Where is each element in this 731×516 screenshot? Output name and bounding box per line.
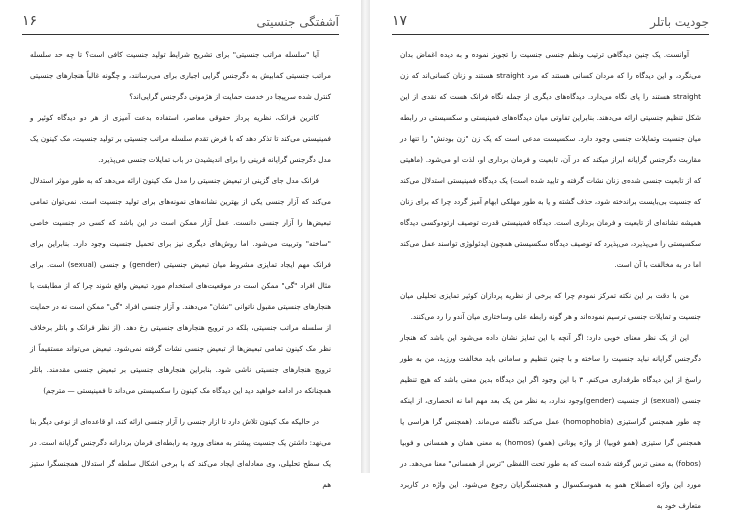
paragraph: این از یک نظر معنای خوبی دارد: اگر آنچه با این تمایز نشان داده می‌شود این باشد که هنجار دگرجنس گرایانه نباید جنسیت را ساخته و با چنین تنظیم و سامانی باید مخالفت ورزید، من به طور راسخ از این دیدگاه طرفداری می‌کنم. ۳ با این وجود اگر این دیدگاه بدین معنی باشد که هیچ تنظیم جنسی (sexual) از جنسیت (gender)وجود ندارد، به نظر من یک بعد مهم اما نه انحصاری، از اینکه چه طور همجنس گراستیزی (homophobia) عمل می‌کند ناگفته می‌ماند. (همجنس گرا هراسی یا همجنس گرا ستیزی (همو فوبیا) از واژه یونانی (همو) (homos) به معنی همان و همسانی و فوبیا (fobos) به معنی ترس گرفته شده است که به طور تحت اللفظی "ترس از همسانی" معنا می‌دهد. در مورد این واژه اصطلاح همو به هموسکسوال و همجنسگرایان رجوع می‌شود. این واژه در کاربرد متعارف خود به	[400, 333, 702, 510]
running-head: آشفتگی جنسیتی	[256, 15, 339, 29]
book-page-left	[0, 0, 361, 489]
page-number: ۱۷	[392, 13, 408, 29]
paragraph: فرانک مدل جای گزینی از تبعیض جنسیتی را مدل مک کینون ارائه می‌دهد که به طور موثر استدلال می‌کند که آزار جنسی یکی از بهترین نشانه‌های نمونه‌های برای تولید جنسیت است. نمی‌توان تمامی تبعیض‌ها را آزار جنسی دانست. عمل آزار ممکن است در این باشد که کسی در جنسیت خاصی "ساخته" وتربیت می‌شود. اما روش‌های دیگری نیز برای تحمیل جنسیت وجود دارد. بنابراین برای فرانک مهم ایجاد تمایزی مشروط میان تبعیض جنسیتی (gender) و جنسی (sexual) است. برای مثال افراد "گی" ممکن است در موقعیت‌های استخدام مورد تبعیض واقع شوند چرا که از مطابقت با هنجارهای جنسیتی مقبول ناتوانی "نشان" می‌دهند. و آزار جنسی افراد "گی" ممکن است نه در حمایت از سلسله مراتب جنسیتی، بلکه در ترویج هنجارهای جنسیتی رخ دهد. (از نظر فرانک و باتلر برخلاف نظر مک کینون تمامی تبعیض‌ها از تبعیض جنسی نشات گرفته نمی‌شود. تبعیض می‌تواند مستقیماً از ترویج هنجارهای جنسیتی ناشی شود. بنابراین هنجارهای جنسیتی بر تبعیض جنسی مقدمند. باتلر همچنانکه در ادامه خواهید دید این دیدگاه مک کینون را سکسیستی می‌داند تا فمینیستی — مترجم)	[30, 176, 331, 395]
page-number: ۱۶	[22, 13, 38, 29]
page-header	[22, 12, 339, 35]
book-spine	[361, 0, 370, 473]
paragraph: آیا "سلسله مراتب جنسیتی" برای تشریح شرایط تولید جنسیت کافی است؟ تا چه حد سلسله مراتب جنسیتی کمابیش به دگرجنس گرایی اجباری برای می‌رسانند، و چگونه غالباً هنجارهای جنسیتی کنترل شده سرپیجا در خدمت حمایت از هژمونی دگرجنس گرایی‌اند؟	[30, 50, 331, 101]
page-body	[400, 44, 702, 510]
paragraph: کاترین فرانک، نظریه پرداز حقوقی معاصر، استفاده بدعت آمیزی از هر دو دیدگاه کوئیر و فمینیستی می‌کند تا تذکر دهد که با فرض تقدم سلسله مراتب جنسیتی بر تولید جنسیت، مک کینون یک مدل دگرجنس گرایانه قرینی را برای اندیشیدن در باب تمایلات جنسی می‌پذیرد.	[30, 113, 331, 164]
page-body	[30, 44, 331, 489]
paragraph: من با دقت بر این نکته تمرکز نمودم چرا که برخی از نظریه پردازان کوئیر تمایزی تحلیلی میان جنسیت و تمایلات جنسی ترسیم نموده‌اند و هر گونه رابطه علی وساختاری میان آندو را رد می‌کنند.	[400, 291, 701, 321]
page-header	[392, 12, 709, 35]
running-head: جودیت باتلر	[650, 15, 709, 29]
paragraph: آوانست. یک چنین دیدگاهی ترتیب ونظم جنسی جنسیت را تجویز نموده و به دیده اغماض بدان می‌نگرد، و این دیدگاه را که مردان کسانی هستند که مرد straight هستند و زنان کسانی‌اند که زن straight هستند را پای نگاه می‌دارد. دیدگاه‌های دیگری از جمله نگاه فرانک هست که نقدی از این شکل تنظیم جنسیتی ارائه می‌دهند. بنابراین تفاوتی میان دیدگاه‌های فمینیستی و سکسیستی در رابطه میان جنسیت وتمایلات جنسی وجود دارد. سکسیست مدعی است که یک زن "زن بودنش" را تنها در مقاربت دگرجنس گرایانه ابراز میکند که در آن، تابعیت و فرمان برداری او، لذت او می‌شود. (ماهیتی که از تابعیت جنسی شده‌ی زنان نشات گرفته و تایید شده است) یک دیدگاه فمینیستی استدلال می‌کند که جنسیت بی‌بایست براندخته شود، حذف گشته و یا به طور مهلکی ابهام آمیز گردد چرا که برای زنان همیشه نشانه‌ای از تابعیت و فرمان برداری است. دیدگاه فمینیستی قدرت توصیف ارتودوکسی دیدگاه سکسیستی را می‌پذیرد، می‌پذیرد که توصیف دیدگاه سکسیستی همچون ایدئولوژی تواسند عمل می‌کند اما در به مخالفت با آن است.	[400, 50, 701, 269]
book-page-right	[370, 0, 731, 510]
paragraph: در حالیکه مک کینون تلاش دارد تا ازار جنسی را آزار جنسی ارائه کند، او قاعده‌ای از نوعی دیگر بنا می‌نهد: داشتن یک جنسیت پیشتر به معنای ورود به رابطه‌ای فرمان بردارانه دگرجنس گرایانه است. در یک سطح تحلیلی، وی معادله‌ای ایجاد می‌کند که با برخی اشکال سلطه گر استدلال همجنسگرا ستیز هم	[30, 417, 331, 489]
